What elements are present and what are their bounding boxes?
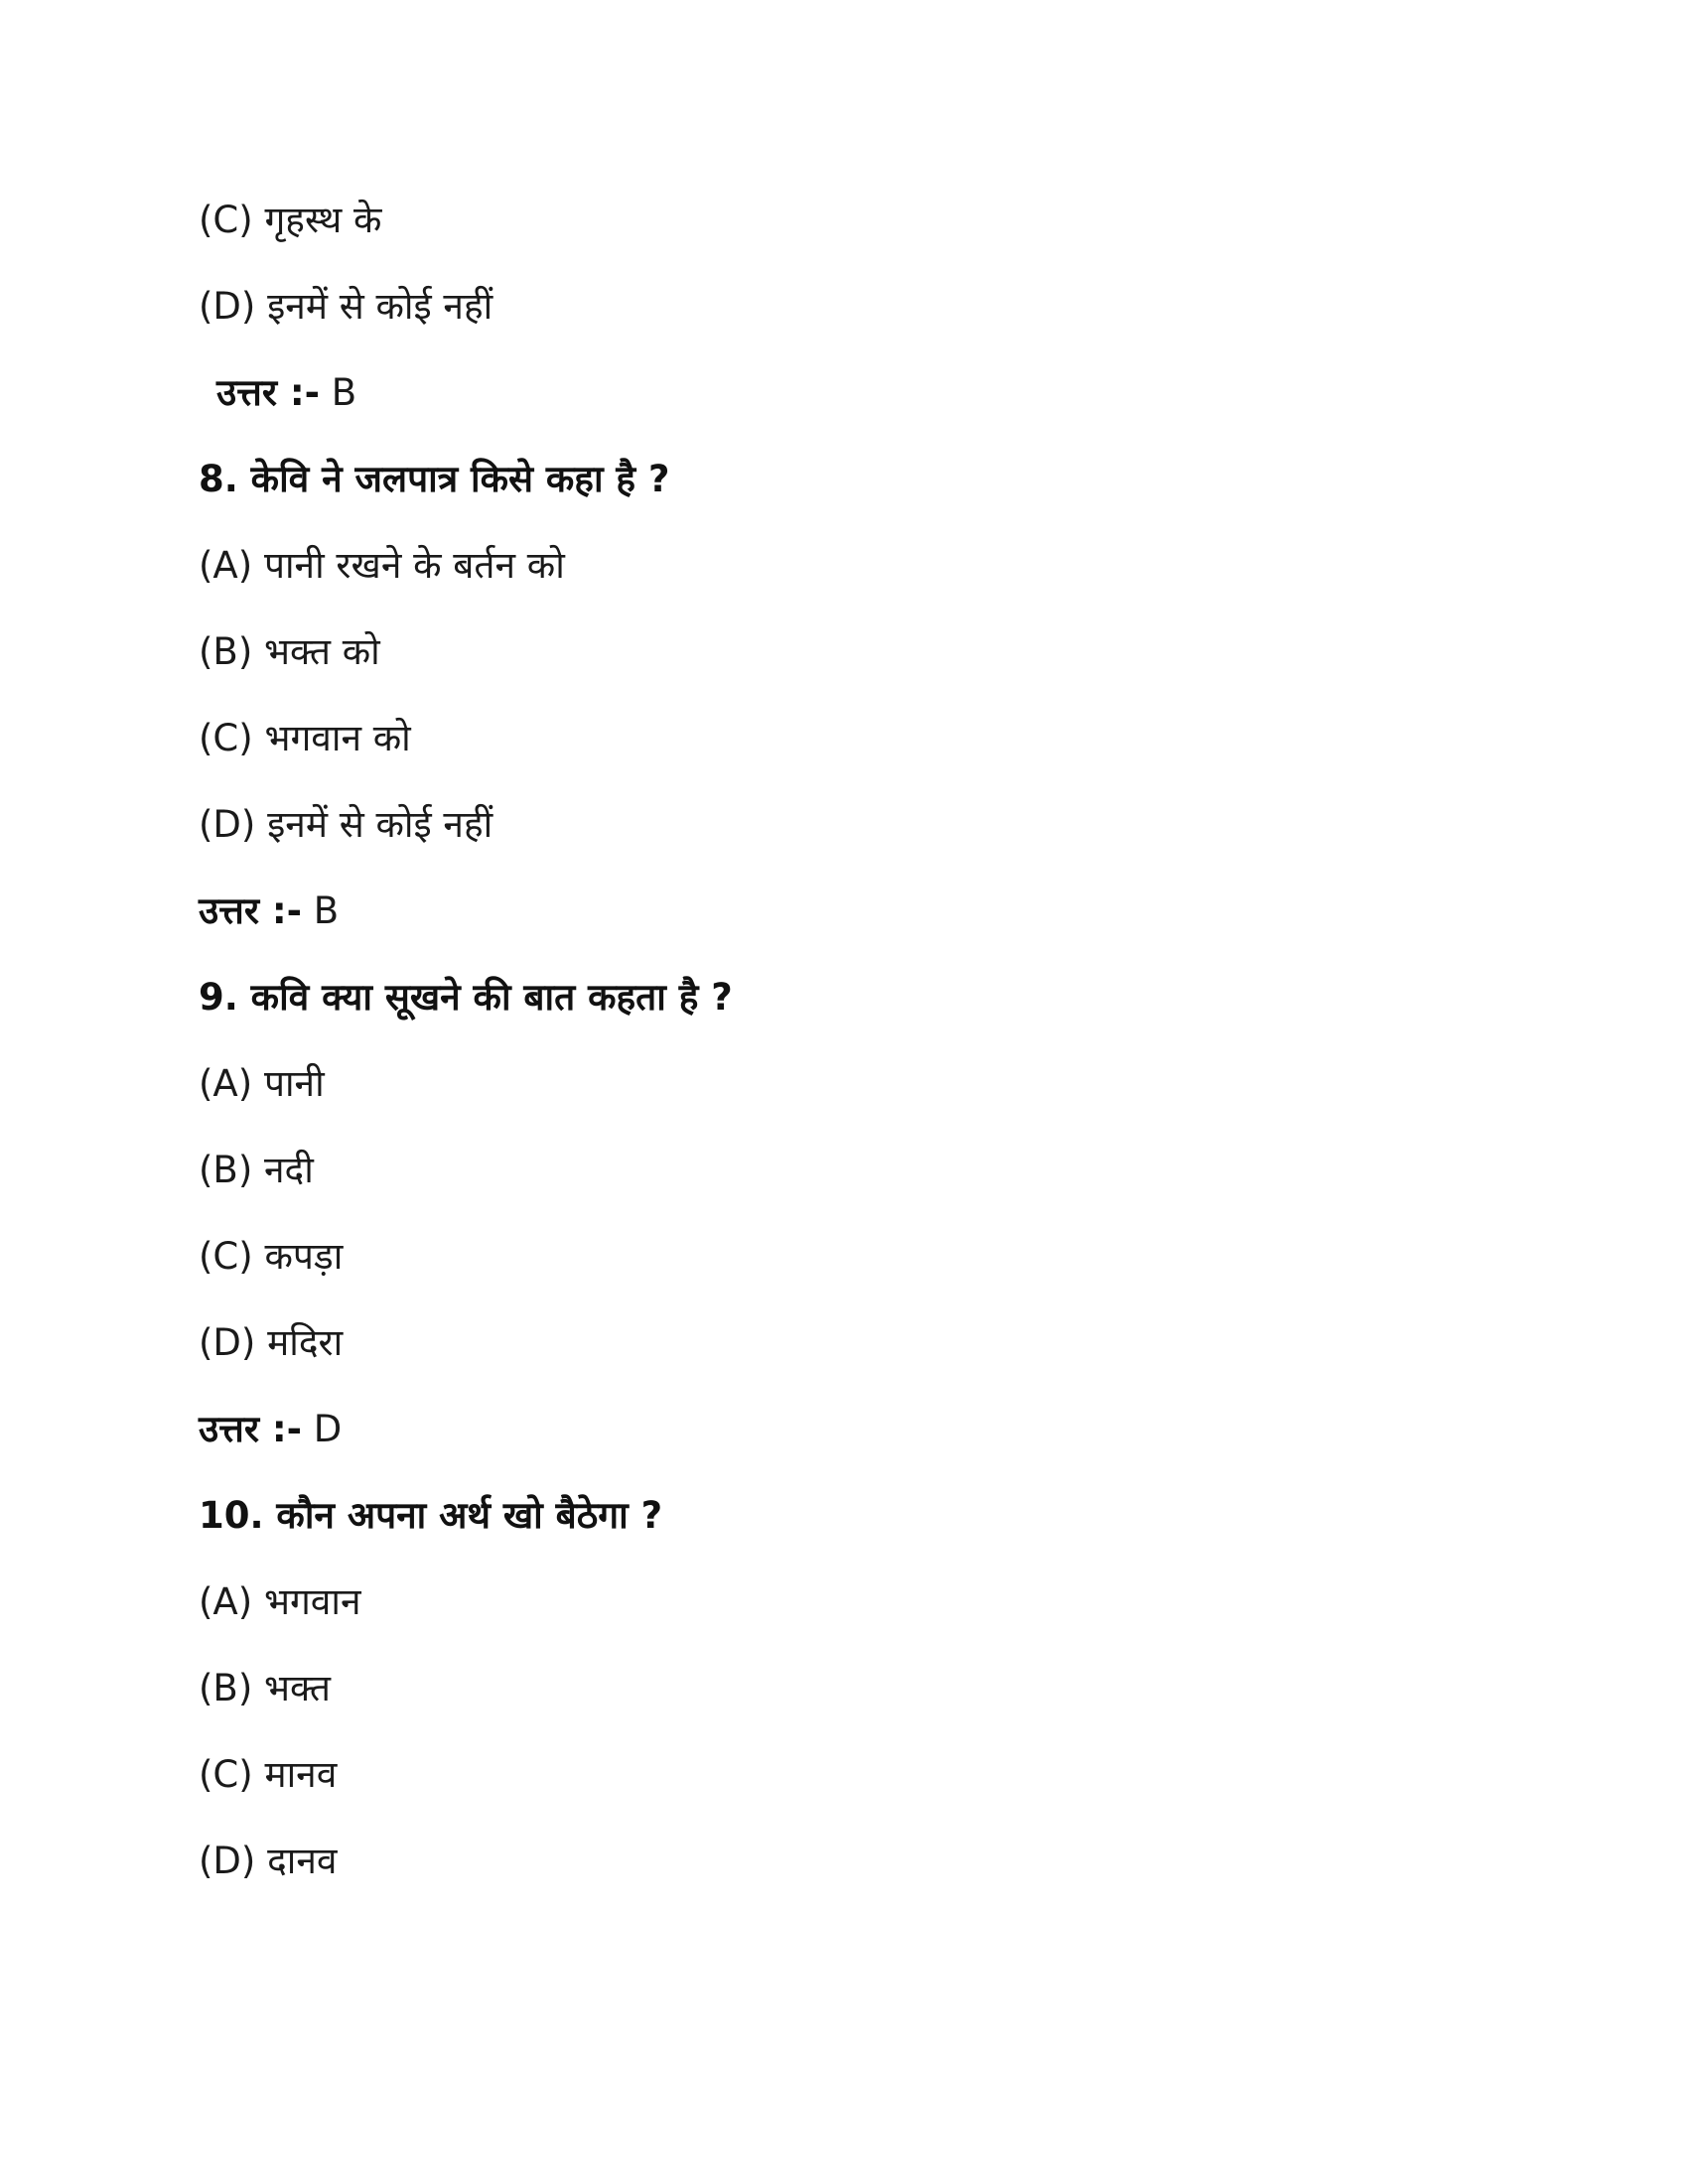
option-10a: (A) भगवान [199,1580,361,1623]
answer-label: उत्तर :- [199,889,303,932]
option-9c: (C) कपड़ा [199,1235,344,1278]
answer-value: B [331,371,357,414]
option-8c: (C) भगवान को [199,717,411,759]
option-10b: (B) भक्त [199,1667,331,1709]
answer-label: उत्तर :- [199,1408,303,1450]
answer-8 [199,884,339,939]
option-7c: (C) गृहस्थ के [199,199,382,241]
question-10: 10. कौन अपना अर्थ खो बैठेगा ? [199,1494,663,1537]
option-8d: (D) इनमें से कोई नहीं [199,803,493,846]
option-7d: (D) इनमें से कोई नहीं [199,285,493,328]
question-9: 9. कवि क्या सूखने की बात कहता है ? [199,976,733,1019]
option-8b: (B) भक्त को [199,630,380,673]
option-9a: (A) पानी [199,1062,325,1105]
answer-7 [216,365,356,421]
answer-value: B [313,889,340,932]
option-10c: (C) मानव [199,1753,338,1796]
option-9d: (D) मदिरा [199,1321,344,1364]
answer-label: उत्तर :- [216,371,321,414]
option-8a: (A) पानी रखने के बर्तन को [199,544,565,587]
option-9b: (B) नदी [199,1149,314,1191]
question-8: 8. केवि ने जलपात्र किसे कहा है ? [199,458,670,500]
answer-9 [199,1402,342,1457]
option-10d: (D) दानव [199,1840,338,1882]
answer-value: D [313,1408,343,1450]
